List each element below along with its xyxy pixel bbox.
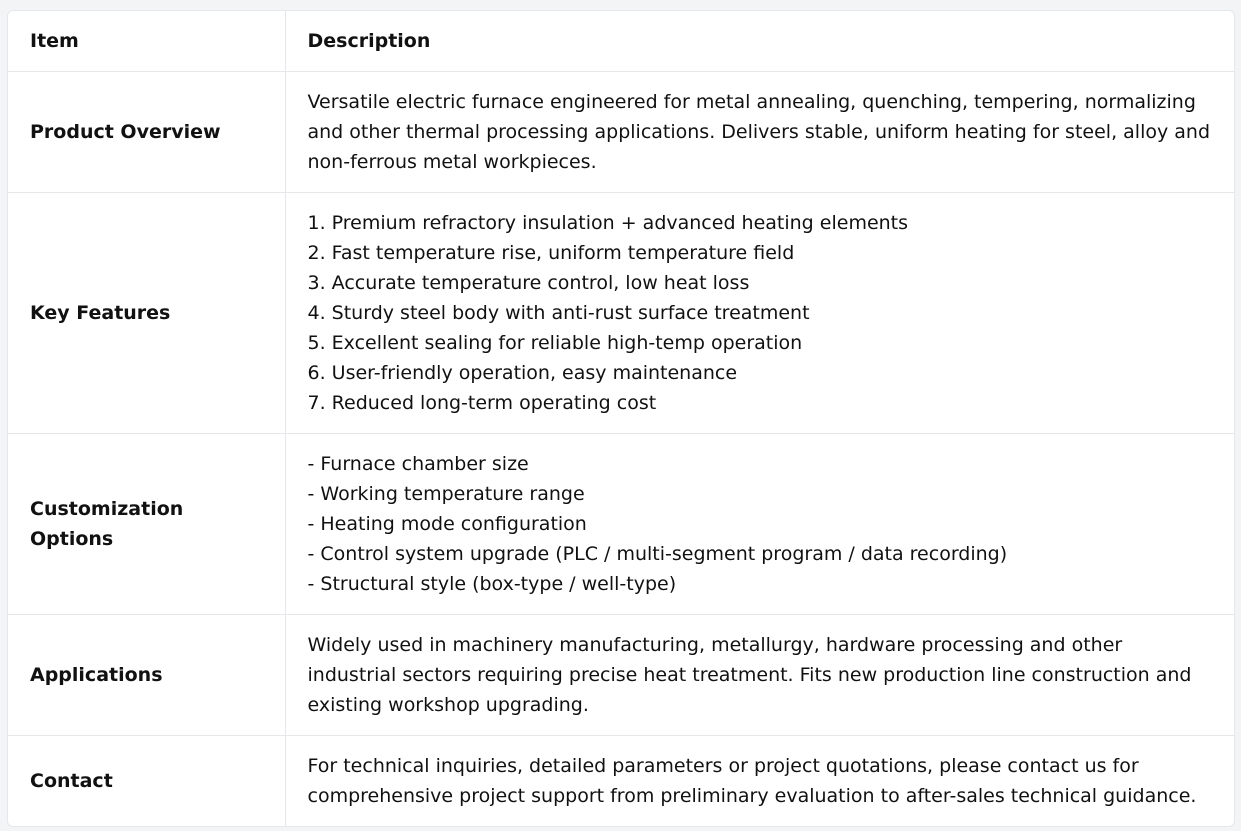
row-item-label: Key Features [8, 193, 285, 434]
feature-line: 7. Reduced long-term operating cost [307, 392, 657, 414]
option-line: - Working temperature range [307, 483, 585, 505]
description-line: comprehensive project support from preliminary evaluation to after-sales technical guidance. [307, 785, 1197, 807]
table-row [8, 736, 1234, 827]
row-description [285, 193, 1234, 434]
option-line: - Structural style (box-type / well-type) [307, 573, 677, 595]
row-item-label: Applications [8, 615, 285, 736]
feature-line: 2. Fast temperature rise, uniform temperature field [307, 242, 795, 264]
description-line: existing workshop upgrading. [307, 694, 589, 716]
spec-table-container [7, 10, 1235, 827]
row-description [285, 615, 1234, 736]
row-item-label: Product Overview [8, 72, 285, 193]
feature-line: 1. Premium refractory insulation + advanced heating elements [307, 212, 909, 234]
option-line: - Heating mode configuration [307, 513, 587, 535]
row-item-label: Contact [8, 736, 285, 827]
row-item-label: Customization Options [8, 434, 285, 615]
feature-line: 4. Sturdy steel body with anti-rust surface treatment [307, 302, 810, 324]
description-line: Versatile electric furnace engineered for metal annealing, quenching, tempering, normalizing [307, 91, 1196, 113]
description-line: non-ferrous metal workpieces. [307, 151, 597, 173]
description-line: industrial sectors requiring precise heat treatment. Fits new production line construction and [307, 664, 1192, 686]
header-item: Item [8, 11, 285, 72]
row-description [285, 434, 1234, 615]
feature-line: 6. User-friendly operation, easy maintenance [307, 362, 738, 384]
table-header-row [8, 11, 1234, 72]
header-description: Description [285, 11, 1234, 72]
row-description [285, 72, 1234, 193]
feature-line: 3. Accurate temperature control, low heat loss [307, 272, 750, 294]
feature-line: 5. Excellent sealing for reliable high-temp operation [307, 332, 803, 354]
table-row [8, 72, 1234, 193]
option-line: - Furnace chamber size [307, 453, 529, 475]
description-line: and other thermal processing applications. Delivers stable, uniform heating for steel, alloy and [307, 121, 1210, 143]
table-row [8, 434, 1234, 615]
option-line: - Control system upgrade (PLC / multi-segment program / data recording) [307, 543, 1008, 565]
spec-table [8, 11, 1234, 826]
description-line: Widely used in machinery manufacturing, metallurgy, hardware processing and other [307, 634, 1123, 656]
description-line: For technical inquiries, detailed parameters or project quotations, please contact us for [307, 755, 1139, 777]
table-row [8, 193, 1234, 434]
row-description [285, 736, 1234, 827]
table-row [8, 615, 1234, 736]
